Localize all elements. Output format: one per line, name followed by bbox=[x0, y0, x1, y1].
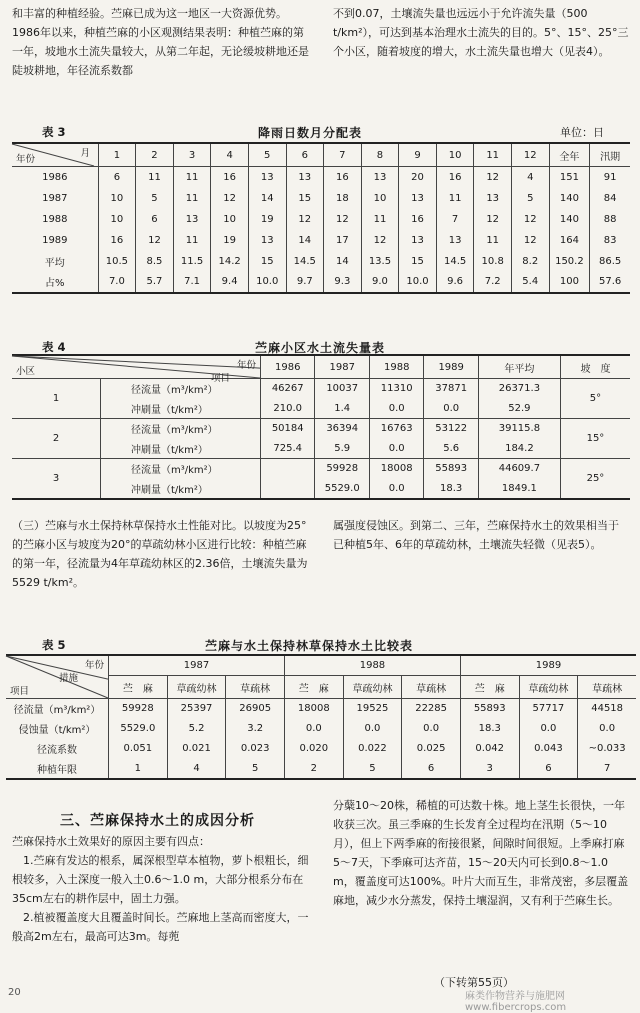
table3-col-header: 3 bbox=[173, 143, 211, 167]
table5-row bbox=[6, 739, 636, 759]
table3-cell: 7.2 bbox=[474, 272, 512, 293]
table3-cell: 7.0 bbox=[98, 272, 136, 293]
table4-cell: 10037 bbox=[315, 379, 370, 399]
mid-right-text: 属强度侵蚀区。到第二、三年，苎麻保持水土的效果相当于已种植5年、6年的草疏幼林，土壤流失轻微（见表5）。 bbox=[333, 519, 619, 551]
table5-cell: 4 bbox=[167, 759, 226, 779]
table3-cell: 11 bbox=[173, 188, 211, 209]
table5-cell: 0.0 bbox=[284, 719, 343, 739]
table3-cell: 12 bbox=[324, 209, 362, 230]
table5-cell: 18.3 bbox=[460, 719, 519, 739]
table3-cell: 14.2 bbox=[211, 251, 249, 272]
table3-cell: 84 bbox=[590, 188, 630, 209]
table5-cell: 0.021 bbox=[167, 739, 226, 759]
table3-cell: 5 bbox=[511, 188, 549, 209]
intro-right-text: 不到0.07，土壤流失量也远远小于允许流失量（500 t/km²），可达到基本治理水土流失的目的。5°、15°、25°三个小区，随着坡度的增大，水土流失量也增大（见表4）。 bbox=[333, 7, 629, 58]
table4-cell bbox=[261, 479, 315, 499]
table5-cell: 7 bbox=[578, 759, 636, 779]
table4-plot-label: 2 bbox=[12, 419, 101, 459]
table3-corner bbox=[12, 143, 98, 167]
table4-col-header: 1986 bbox=[261, 355, 315, 379]
table5-cell: 2 bbox=[284, 759, 343, 779]
table3-cell: 88 bbox=[590, 209, 630, 230]
table4-item-label: 冲刷量（t/km²） bbox=[101, 479, 261, 499]
table4-slope: 25° bbox=[560, 459, 630, 499]
table4-corner bbox=[12, 355, 261, 384]
table5-cell: 0.0 bbox=[402, 719, 461, 739]
table4-cell bbox=[261, 459, 315, 479]
table5-row-label: 径流量（m³/km²） bbox=[13, 705, 101, 717]
table3-cell: 13 bbox=[173, 209, 211, 230]
table3-cell: 5.7 bbox=[136, 272, 174, 293]
section3-heading: 三、苎麻保持水土的成因分析 bbox=[60, 813, 255, 829]
table5-cell: 0.0 bbox=[578, 719, 636, 739]
table3-cell: 6 bbox=[98, 167, 136, 188]
table3-cell: 9.4 bbox=[211, 272, 249, 293]
table3-col-header: 10 bbox=[436, 143, 474, 167]
table3 bbox=[12, 142, 630, 294]
table4-item-label: 冲刷量（t/km²） bbox=[101, 399, 261, 419]
table4-cell: 11310 bbox=[369, 379, 423, 399]
table3-row-label: 1987 bbox=[42, 192, 68, 204]
table3-cell: 19 bbox=[211, 230, 249, 251]
table5-cell: 19525 bbox=[343, 699, 402, 719]
table3-cell: 164 bbox=[549, 230, 590, 251]
table4-col-header: 1988 bbox=[369, 355, 423, 379]
table3-cell: 16 bbox=[98, 230, 136, 251]
section3-left-text: 苎麻保持水土效果好的原因主要有四点： 1.苎麻有发达的根系，属深根型草本植物，萝卜根粗长，细根较多，入土深度一般入土0.6～1.0 m，大部分根系分布在35cm左右的耕作层中，固土力强。 2.植被覆盖度大且覆盖时间长。苎麻地上茎高而密度大，一般高2m左右，最高可达3m。每蔸 bbox=[12, 835, 309, 943]
table5-year-header: 1987 bbox=[109, 655, 285, 676]
table5-cell: 0.0 bbox=[519, 719, 578, 739]
table3-cell: 17 bbox=[324, 230, 362, 251]
table3-cell: 13 bbox=[286, 167, 324, 188]
table3-col-header: 全年 bbox=[549, 143, 590, 167]
table5-measure-header: 草疏林 bbox=[578, 676, 636, 699]
table4-slope: 5° bbox=[560, 379, 630, 419]
table5-cell: 3.2 bbox=[226, 719, 285, 739]
corner-top-label: 月 bbox=[80, 148, 90, 159]
table5-cell: 0.023 bbox=[226, 739, 285, 759]
table3-cell: 12 bbox=[286, 209, 324, 230]
table3-cell: 10 bbox=[211, 209, 249, 230]
table3-cell: 13 bbox=[436, 230, 474, 251]
table3-col-header: 5 bbox=[248, 143, 286, 167]
table5-cell: 57717 bbox=[519, 699, 578, 719]
table3-cell: 12 bbox=[474, 167, 512, 188]
table3-cell: 15 bbox=[248, 251, 286, 272]
table3-col-header: 8 bbox=[361, 143, 399, 167]
table5-row-label: 侵蚀量（t/km²） bbox=[18, 725, 96, 736]
table5-cell: 6 bbox=[519, 759, 578, 779]
table3-cell: 10.5 bbox=[98, 251, 136, 272]
table4-row bbox=[12, 379, 630, 399]
mid-left-text: （三）苎麻与水土保持林草保持水土性能对比。以坡度为25°的苎麻小区与坡度为20°的草疏幼林小区进行比较：种植苎麻的第一年，径流量为4年草疏幼林区的2.36倍，土壤流失量为5529 t/km²。 bbox=[12, 519, 308, 589]
table5-measure-header: 苎 麻 bbox=[109, 676, 168, 699]
table5-cell: 55893 bbox=[460, 699, 519, 719]
table4-row bbox=[12, 439, 630, 459]
table3-cell: 13 bbox=[474, 188, 512, 209]
table3-cell: 11.5 bbox=[173, 251, 211, 272]
table3-row bbox=[12, 188, 630, 209]
table3-row bbox=[12, 251, 630, 272]
table5-cell: 18008 bbox=[284, 699, 343, 719]
table3-cell: 9.0 bbox=[361, 272, 399, 293]
table3-cell: 91 bbox=[590, 167, 630, 188]
table3-cell: 10.8 bbox=[474, 251, 512, 272]
table4-item-label: 冲刷量（t/km²） bbox=[101, 439, 261, 459]
table4-slope: 15° bbox=[560, 419, 630, 459]
table3-cell: 12 bbox=[511, 209, 549, 230]
table3-cell: 14.5 bbox=[286, 251, 324, 272]
table5-measure-header: 苎 麻 bbox=[460, 676, 519, 699]
table4-plot-label: 3 bbox=[12, 459, 101, 499]
table4-row bbox=[12, 419, 630, 439]
table5-caption: 表 5 bbox=[42, 638, 66, 652]
table3-cell: 11 bbox=[474, 230, 512, 251]
table3-cell: 18 bbox=[324, 188, 362, 209]
table4-row bbox=[12, 459, 630, 479]
table3-col-header: 汛期 bbox=[590, 143, 630, 167]
table3-cell: 151 bbox=[549, 167, 590, 188]
table3-cell: 11 bbox=[173, 167, 211, 188]
table3-cell: 57.6 bbox=[590, 272, 630, 293]
table5-measure-header: 草疏林 bbox=[402, 676, 461, 699]
table3-cell: 12 bbox=[211, 188, 249, 209]
table3-cell: 14.5 bbox=[436, 251, 474, 272]
continued-note: （下转第55页） bbox=[434, 976, 514, 989]
table3-cell: 13 bbox=[248, 230, 286, 251]
corner-bottom-label: 小区 bbox=[16, 366, 36, 377]
table3-row bbox=[12, 230, 630, 251]
table4-col-header: 1989 bbox=[424, 355, 478, 379]
table3-cell: 100 bbox=[549, 272, 590, 293]
table4-cell: 39115.8 bbox=[478, 419, 560, 439]
table4-cell: 53122 bbox=[424, 419, 478, 439]
table5-row-label: 种植年限 bbox=[37, 764, 77, 776]
table4-title: 苎麻小区水土流失量表 bbox=[255, 341, 386, 355]
corner-top-label: 年份 bbox=[236, 360, 256, 371]
table5-year-row bbox=[6, 655, 636, 676]
table3-cell: 14 bbox=[286, 230, 324, 251]
table3-cell: 11 bbox=[436, 188, 474, 209]
table5-cell: 0.025 bbox=[402, 739, 461, 759]
table4-cell: 50184 bbox=[261, 419, 315, 439]
table3-row-label: 1988 bbox=[42, 213, 68, 225]
table3-col-header: 12 bbox=[511, 143, 549, 167]
table3-row bbox=[12, 167, 630, 188]
table3-row-label: 1989 bbox=[42, 234, 68, 246]
table4-cell: 44609.7 bbox=[478, 459, 560, 479]
table3-cell: 15 bbox=[399, 251, 437, 272]
table5-row-label: 径流系数 bbox=[37, 745, 77, 756]
table3-caption: 表 3 bbox=[42, 125, 66, 139]
table5-cell: 0.042 bbox=[460, 739, 519, 759]
table3-col-header: 4 bbox=[211, 143, 249, 167]
table4-cell: 210.0 bbox=[261, 399, 315, 419]
table4-cell: 26371.3 bbox=[478, 379, 560, 399]
table5-cell: 5 bbox=[226, 759, 285, 779]
table4-cell: 0.0 bbox=[369, 479, 423, 499]
corner-top-label: 年份 bbox=[84, 660, 104, 671]
table4-cell: 0.0 bbox=[424, 399, 478, 419]
table3-cell: 12 bbox=[511, 230, 549, 251]
table4-caption: 表 4 bbox=[42, 340, 66, 354]
table3-cell: 13 bbox=[361, 167, 399, 188]
table3-col-header: 1 bbox=[98, 143, 136, 167]
table5-cell: 0.022 bbox=[343, 739, 402, 759]
table3-cell: 150.2 bbox=[549, 251, 590, 272]
table3-cell: 140 bbox=[549, 188, 590, 209]
table5-cell: 3 bbox=[460, 759, 519, 779]
section3-right-text: 分蘖10～20株，稀植的可达数十株。地上茎生长很快，一年收获三次。虽三季麻的生长发育全过程均在汛期（5～10月），但上下两季麻的衔接很紧，间隙时间很短。上季麻打麻5～7天，下季麻可达齐苗，15～20天内可长到0.8～1.0 m，覆盖度可达100%。叶片大而互生，非常茂密，多层覆盖麻地，减少水分蒸发，保持土壤湿润，又有利于苎麻生长。 bbox=[333, 799, 629, 907]
table4-cell: 37871 bbox=[424, 379, 478, 399]
table4-row bbox=[12, 399, 630, 419]
table3-cell: 20 bbox=[399, 167, 437, 188]
table3-cell: 140 bbox=[549, 209, 590, 230]
table3-cell: 13 bbox=[399, 188, 437, 209]
table3-cell: 10.0 bbox=[248, 272, 286, 293]
table5-cell: 5.2 bbox=[167, 719, 226, 739]
table3-cell: 8.2 bbox=[511, 251, 549, 272]
table3-cell: 11 bbox=[173, 230, 211, 251]
table5-row bbox=[6, 719, 636, 739]
table3-cell: 6 bbox=[136, 209, 174, 230]
table3-cell: 5 bbox=[136, 188, 174, 209]
table3-cell: 10 bbox=[98, 209, 136, 230]
table4-cell: 18008 bbox=[369, 459, 423, 479]
table3-cell: 86.5 bbox=[590, 251, 630, 272]
table3-cell: 16 bbox=[324, 167, 362, 188]
table3-cell: 9.7 bbox=[286, 272, 324, 293]
table5-cell: 0.043 bbox=[519, 739, 578, 759]
table5-corner bbox=[6, 655, 109, 699]
table5-cell: 22285 bbox=[402, 699, 461, 719]
table5-cell: ~0.033 bbox=[578, 739, 636, 759]
table3-unit: 单位：日 bbox=[560, 126, 604, 139]
table3-cell: 10.0 bbox=[399, 272, 437, 293]
watermark: 麻类作物营养与施肥网 www.fibercrops.com bbox=[465, 991, 567, 1013]
diagonal-header bbox=[12, 356, 260, 384]
table5-year-header: 1989 bbox=[460, 655, 636, 676]
intro-left-text: 和丰富的种植经验。苎麻已成为这一地区一大资源优势。1986年以来，种植苎麻的小区观测结果表明：种植苎麻的第一年，坡地水土流失量较大，从第二年起，无论缓坡耕地还是陡坡耕地，年径流系数都 bbox=[12, 7, 309, 77]
table5-cell: 25397 bbox=[167, 699, 226, 719]
table3-col-header: 11 bbox=[474, 143, 512, 167]
table3-header-row bbox=[12, 143, 630, 167]
table5-cell: 5 bbox=[343, 759, 402, 779]
table4-cell: 725.4 bbox=[261, 439, 315, 459]
table4-cell: 184.2 bbox=[478, 439, 560, 459]
table4-cell: 46267 bbox=[261, 379, 315, 399]
table5-cell: 1 bbox=[109, 759, 168, 779]
table3-cell: 9.3 bbox=[324, 272, 362, 293]
table3-cell: 8.5 bbox=[136, 251, 174, 272]
table5-cell: 0.0 bbox=[343, 719, 402, 739]
table3-cell: 12 bbox=[136, 230, 174, 251]
table5-title: 苎麻与水土保持林草保持水土比较表 bbox=[205, 639, 414, 653]
table4-item-label: 径流量（m³/km²） bbox=[101, 419, 261, 439]
table4-cell: 1849.1 bbox=[478, 479, 560, 499]
table5-cell: 59928 bbox=[109, 699, 168, 719]
corner-bottom-label: 年份 bbox=[16, 154, 36, 165]
table4-cell: 5529.0 bbox=[315, 479, 370, 499]
table3-cell: 7 bbox=[436, 209, 474, 230]
table3-col-header: 9 bbox=[399, 143, 437, 167]
table5 bbox=[6, 654, 636, 780]
table3-row-label: 平均 bbox=[44, 257, 65, 269]
table4-cell: 5.6 bbox=[424, 439, 478, 459]
diagonal-header bbox=[12, 144, 94, 166]
table4-cell: 36394 bbox=[315, 419, 370, 439]
corner-mid-label: 项目 bbox=[210, 373, 230, 384]
table3-row bbox=[12, 272, 630, 293]
table4-col-header: 年平均 bbox=[478, 355, 560, 379]
table4-cell: 16763 bbox=[369, 419, 423, 439]
table4-cell: 59928 bbox=[315, 459, 370, 479]
table5-measure-header: 草疏幼林 bbox=[343, 676, 402, 699]
corner-mid-label: 措施 bbox=[58, 673, 78, 684]
table3-cell: 11 bbox=[361, 209, 399, 230]
table4-row bbox=[12, 479, 630, 499]
table3-row bbox=[12, 209, 630, 230]
table3-cell: 10 bbox=[361, 188, 399, 209]
table3-cell: 10 bbox=[98, 188, 136, 209]
table4-header-row bbox=[12, 355, 630, 379]
table3-col-header: 6 bbox=[286, 143, 324, 167]
table3-cell: 5.4 bbox=[511, 272, 549, 293]
table5-measure-header: 草疏幼林 bbox=[167, 676, 226, 699]
table3-row-label: 1986 bbox=[42, 171, 68, 183]
table5-cell: 5529.0 bbox=[109, 719, 168, 739]
table5-measure-header: 草疏林 bbox=[226, 676, 285, 699]
table3-cell: 12 bbox=[361, 230, 399, 251]
table5-cell: 26905 bbox=[226, 699, 285, 719]
table4-plot-label: 1 bbox=[12, 379, 101, 419]
table3-cell: 14 bbox=[248, 188, 286, 209]
table4-cell: 18.3 bbox=[424, 479, 478, 499]
table5-year-header: 1988 bbox=[284, 655, 460, 676]
table3-row-label: 占% bbox=[45, 278, 65, 289]
table5-cell: 0.020 bbox=[284, 739, 343, 759]
table5-row bbox=[6, 699, 636, 719]
table3-cell: 13 bbox=[248, 167, 286, 188]
table4-col-header: 1987 bbox=[315, 355, 370, 379]
table3-cell: 13 bbox=[399, 230, 437, 251]
table4-item-label: 径流量（m³/km²） bbox=[101, 379, 261, 399]
table3-cell: 19 bbox=[248, 209, 286, 230]
table4-col-header: 坡 度 bbox=[560, 355, 630, 379]
table5-cell: 6 bbox=[402, 759, 461, 779]
corner-bottom-label: 项目 bbox=[10, 686, 30, 697]
table3-title: 降雨日数月分配表 bbox=[258, 126, 363, 140]
table3-cell: 11 bbox=[136, 167, 174, 188]
table3-cell: 16 bbox=[211, 167, 249, 188]
table4-cell: 1.4 bbox=[315, 399, 370, 419]
page-number: 20 bbox=[8, 987, 21, 998]
table3-cell: 14 bbox=[324, 251, 362, 272]
table3-cell: 16 bbox=[399, 209, 437, 230]
table4 bbox=[12, 354, 630, 500]
table3-cell: 12 bbox=[474, 209, 512, 230]
table3-cell: 7.1 bbox=[173, 272, 211, 293]
table5-cell: 44518 bbox=[578, 699, 636, 719]
table4-cell: 0.0 bbox=[369, 399, 423, 419]
table4-cell: 5.9 bbox=[315, 439, 370, 459]
table3-cell: 15 bbox=[286, 188, 324, 209]
table3-cell: 83 bbox=[590, 230, 630, 251]
table4-item-label: 径流量（m³/km²） bbox=[101, 459, 261, 479]
table5-measure-header: 草疏幼林 bbox=[519, 676, 578, 699]
table3-col-header: 2 bbox=[136, 143, 174, 167]
diagonal-header bbox=[6, 656, 108, 698]
table3-col-header: 7 bbox=[324, 143, 362, 167]
table5-row bbox=[6, 759, 636, 779]
table3-cell: 13.5 bbox=[361, 251, 399, 272]
table4-cell: 55893 bbox=[424, 459, 478, 479]
table3-cell: 16 bbox=[436, 167, 474, 188]
table3-cell: 4 bbox=[511, 167, 549, 188]
table3-cell: 9.6 bbox=[436, 272, 474, 293]
table5-cell: 0.051 bbox=[109, 739, 168, 759]
table4-cell: 0.0 bbox=[369, 439, 423, 459]
table4-cell: 52.9 bbox=[478, 399, 560, 419]
table5-measure-header: 苎 麻 bbox=[284, 676, 343, 699]
